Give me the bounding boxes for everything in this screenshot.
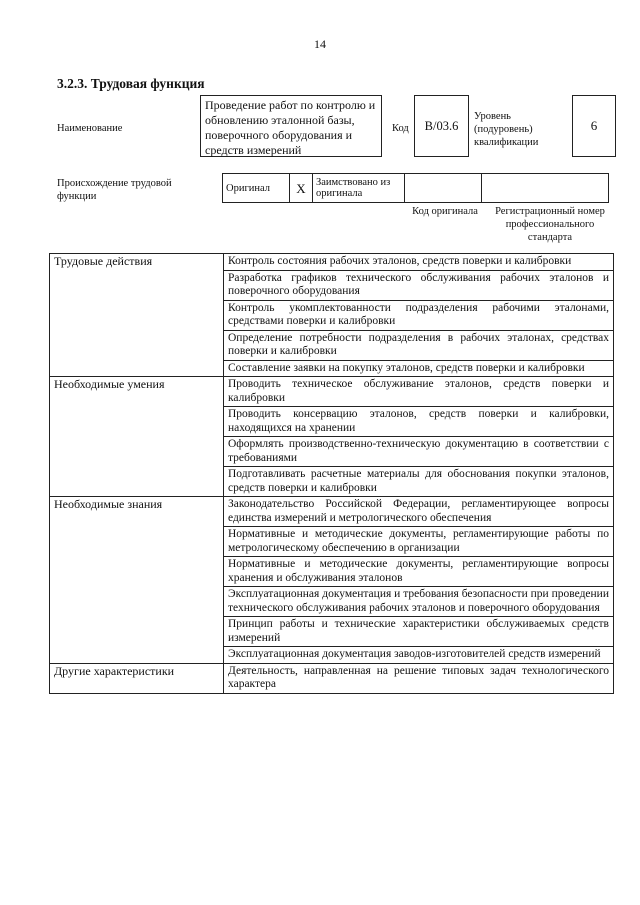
origin-table (222, 173, 609, 203)
description-cell: Проводить консервацию эталонов, средств поверки и калибровки, находящихся на хранении (224, 407, 614, 437)
kod-value: B/03.6 (414, 95, 469, 157)
reg-nomer-cell (482, 174, 609, 203)
reg-nomer-label: Регистрационный номер профессионального стандарта (495, 206, 605, 243)
description-cell: Составление заявки на покупку эталонов, средств поверки и калибровки (224, 360, 614, 377)
kod-label: Код (392, 123, 409, 134)
section-title: 3.2.3. Трудовая функция (57, 76, 205, 91)
description-cell: Принцип работы и технические характеристики обслуживаемых средств измерений (224, 617, 614, 647)
description-cell: Контроль состояния рабочих эталонов, средств поверки и калибровки (224, 254, 614, 271)
category-cell: Необходимые умения (50, 377, 224, 497)
description-cell: Определение потребности подразделения в рабочих эталонах, средствах поверки и калибровки (224, 330, 614, 360)
uroven-label: Уровень (подуровень) квалификации (474, 111, 539, 148)
category-cell: Другие характеристики (50, 663, 224, 693)
kod-originala-cell (405, 174, 482, 203)
uroven-value: 6 (572, 95, 616, 157)
table-row (50, 663, 614, 693)
naimenovanie-label: Наименование (57, 123, 123, 134)
description-cell: Подготавливать расчетные материалы для обоснования покупки эталонов, средств поверки и калибровки (224, 467, 614, 497)
description-cell: Эксплуатационная документация и требования безопасности при проведении технического обслуживания рабочих эталонов и поверочного оборудования (224, 587, 614, 617)
description-cell: Нормативные и методические документы, регламентирующие вопросы хранения и обслуживания эталонов (224, 557, 614, 587)
original-mark: X (290, 174, 313, 203)
category-cell: Необходимые знания (50, 497, 224, 664)
description-cell: Законодательство Российской Федерации, регламентирующее вопросы единства измерений и метрологического обеспечения (224, 497, 614, 527)
function-table (49, 253, 614, 694)
description-cell: Нормативные и методические документы, регламентирующие работы по метрологическому обеспечению в организации (224, 527, 614, 557)
zaimstvovano-label: Заимствовано из оригинала (313, 174, 405, 203)
table-row (50, 377, 614, 407)
description-cell: Разработка графиков технического обслуживания рабочих эталонов и поверочного оборудования (224, 270, 614, 300)
kod-originala-label: Код оригинала (412, 206, 478, 217)
description-cell: Эксплуатационная документация заводов-изготовителей средств измерений (224, 647, 614, 664)
description-cell: Контроль укомплектованности подразделения рабочими эталонами, средствами поверки и калибровки (224, 300, 614, 330)
table-row (50, 497, 614, 527)
description-cell: Деятельность, направленная на решение типовых задач технологического характера (224, 663, 614, 693)
description-cell: Оформлять производственно-техническую документацию в соответствии с требованиями (224, 437, 614, 467)
original-label: Оригинал (223, 174, 290, 203)
category-cell: Трудовые действия (50, 254, 224, 377)
page-number: 14 (314, 37, 326, 51)
table-row (50, 254, 614, 271)
proiskhozhdenie-label: Происхождение трудовой функции (57, 178, 172, 202)
naimenovanie-value: Проведение работ по контролю и обновлению эталонной базы, поверочного оборудования и средств измерений (200, 95, 382, 157)
description-cell: Проводить техническое обслуживание эталонов, средств поверки и калибровки (224, 377, 614, 407)
